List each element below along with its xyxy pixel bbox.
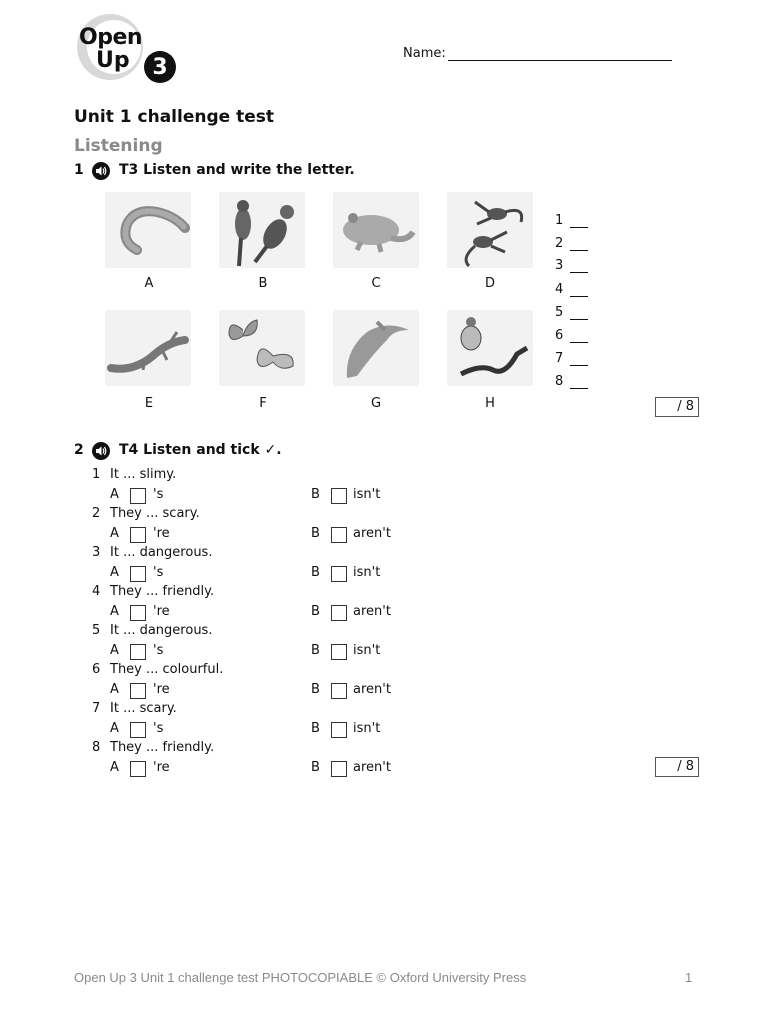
option-b-checkbox[interactable] — [331, 605, 347, 621]
page-number: 1 — [685, 970, 693, 985]
item-sentence: They ... friendly. — [110, 740, 215, 755]
option-a-text: 're — [153, 760, 170, 775]
answer-blank[interactable] — [570, 342, 588, 343]
open-up-logo — [72, 13, 182, 85]
option-b-text: isn't — [353, 643, 381, 658]
option-b-text: isn't — [353, 565, 381, 580]
option-b-checkbox[interactable] — [331, 683, 347, 699]
item-number: 5 — [92, 623, 101, 638]
q2-score-box: / 8 — [655, 757, 699, 777]
option-a-checkbox[interactable] — [130, 527, 146, 543]
option-b-label: B — [311, 643, 320, 658]
option-b-label: B — [311, 526, 320, 541]
option-a-checkbox[interactable] — [130, 761, 146, 777]
name-field[interactable] — [448, 60, 672, 61]
answer-number: 2 — [555, 236, 564, 251]
answer-blank[interactable] — [570, 388, 588, 389]
answer-number: 6 — [555, 328, 564, 343]
q2-number: 2 — [74, 442, 84, 458]
item-sentence: It ... dangerous. — [110, 623, 213, 638]
option-a-label: A — [110, 682, 119, 697]
item-number: 4 — [92, 584, 101, 599]
option-b-text: aren't — [353, 526, 391, 541]
answer-blank[interactable] — [570, 296, 588, 297]
name-label: Name: — [403, 46, 446, 61]
item-number: 3 — [92, 545, 101, 560]
item-sentence: It ... scary. — [110, 701, 177, 716]
item-number: 1 — [92, 467, 101, 482]
option-a-label: A — [110, 643, 119, 658]
q2-instruction: T4 Listen and tick ✓. — [119, 442, 282, 458]
parrots-icon — [219, 192, 305, 268]
option-a-label: A — [110, 760, 119, 775]
answer-number: 1 — [555, 213, 564, 228]
option-a-text: 's — [153, 721, 164, 736]
answer-blank[interactable] — [570, 250, 588, 251]
option-b-label: B — [311, 604, 320, 619]
logo-level-badge: 3 — [144, 51, 176, 83]
q1-number: 1 — [74, 162, 84, 178]
option-a-checkbox[interactable] — [130, 605, 146, 621]
answer-number: 8 — [555, 374, 564, 389]
page-title: Unit 1 challenge test — [74, 107, 274, 127]
section-title: Listening — [74, 136, 163, 156]
option-a-text: 're — [153, 604, 170, 619]
lizard-icon — [105, 310, 191, 386]
option-a-text: 're — [153, 682, 170, 697]
option-a-label: A — [110, 487, 119, 502]
option-b-label: B — [311, 487, 320, 502]
option-a-checkbox[interactable] — [130, 566, 146, 582]
audio-icon[interactable] — [92, 442, 110, 460]
option-a-label: A — [110, 565, 119, 580]
option-a-text: 're — [153, 526, 170, 541]
footer-copyright: Open Up 3 Unit 1 challenge test PHOTOCOPIABLE © Oxford University Press — [74, 970, 527, 985]
option-a-label: A — [110, 721, 119, 736]
option-b-text: aren't — [353, 682, 391, 697]
item-sentence: It ... dangerous. — [110, 545, 213, 560]
answer-number: 5 — [555, 305, 564, 320]
answer-number: 3 — [555, 258, 564, 273]
butterflies-icon — [219, 310, 305, 386]
scorpions-icon — [447, 192, 533, 268]
option-b-checkbox[interactable] — [331, 644, 347, 660]
answer-blank[interactable] — [570, 319, 588, 320]
option-a-text: 's — [153, 643, 164, 658]
picture-letter: B — [258, 276, 268, 291]
item-sentence: It ... slimy. — [110, 467, 177, 482]
option-b-text: aren't — [353, 760, 391, 775]
audio-icon[interactable] — [92, 162, 110, 180]
option-a-checkbox[interactable] — [130, 488, 146, 504]
dolphin-icon — [333, 310, 419, 386]
answer-blank[interactable] — [570, 365, 588, 366]
option-b-text: isn't — [353, 721, 381, 736]
item-number: 8 — [92, 740, 101, 755]
item-sentence: They ... friendly. — [110, 584, 215, 599]
answer-blank[interactable] — [570, 227, 588, 228]
option-a-label: A — [110, 604, 119, 619]
option-b-text: aren't — [353, 604, 391, 619]
logo-open-text: Open — [79, 25, 143, 50]
option-a-text: 's — [153, 487, 164, 502]
answer-number: 7 — [555, 351, 564, 366]
picture-letter: F — [259, 396, 267, 411]
option-b-checkbox[interactable] — [331, 488, 347, 504]
option-b-label: B — [311, 682, 320, 697]
option-b-checkbox[interactable] — [331, 761, 347, 777]
option-b-label: B — [311, 565, 320, 580]
logo-up-text: Up — [96, 48, 130, 73]
option-a-checkbox[interactable] — [130, 644, 146, 660]
option-b-checkbox[interactable] — [331, 527, 347, 543]
picture-letter: E — [144, 396, 154, 411]
snakes-icon — [447, 310, 533, 386]
item-number: 6 — [92, 662, 101, 677]
picture-letter: D — [484, 276, 495, 291]
picture-letter: C — [371, 276, 381, 291]
item-number: 7 — [92, 701, 101, 716]
option-a-checkbox[interactable] — [130, 722, 146, 738]
frog-icon — [333, 192, 419, 268]
answer-number: 4 — [555, 282, 564, 297]
option-a-label: A — [110, 526, 119, 541]
answer-blank[interactable] — [570, 272, 588, 273]
option-a-text: 's — [153, 565, 164, 580]
picture-letter: G — [370, 396, 382, 411]
option-a-checkbox[interactable] — [130, 683, 146, 699]
option-b-label: B — [311, 721, 320, 736]
picture-letter: A — [144, 276, 154, 291]
item-sentence: They ... scary. — [110, 506, 200, 521]
q1-score-box: / 8 — [655, 397, 699, 417]
item-number: 2 — [92, 506, 101, 521]
option-b-text: isn't — [353, 487, 381, 502]
worm-icon — [105, 192, 191, 268]
option-b-checkbox[interactable] — [331, 722, 347, 738]
q1-instruction: T3 Listen and write the letter. — [119, 162, 355, 178]
picture-letter: H — [485, 396, 495, 411]
item-sentence: They ... colourful. — [110, 662, 224, 677]
option-b-label: B — [311, 760, 320, 775]
option-b-checkbox[interactable] — [331, 566, 347, 582]
